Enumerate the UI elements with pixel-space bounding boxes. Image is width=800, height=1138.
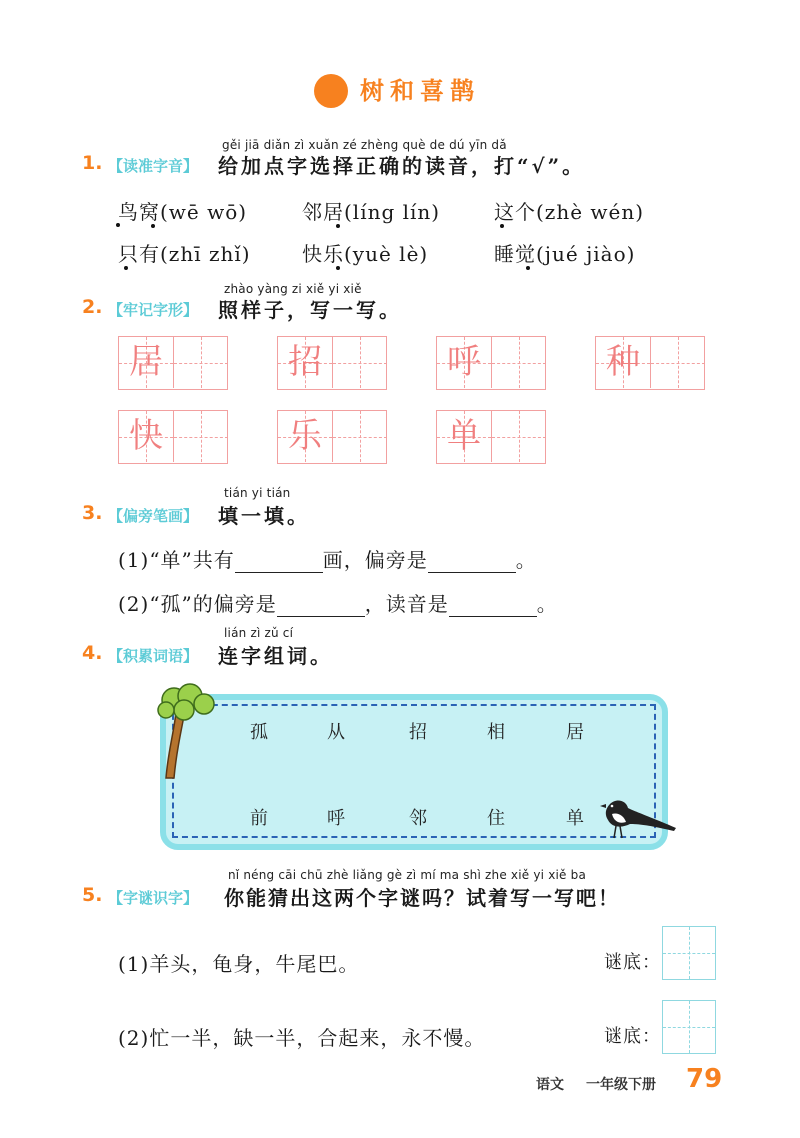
q3-line-1: (1)“单”共有 画，偏旁是 。	[118, 548, 537, 572]
q3-pinyin: tián yi tián	[224, 486, 291, 500]
q5-tag: 【字谜识字】	[108, 889, 199, 907]
answer-label: 谜底：	[604, 1026, 661, 1047]
sample-char: 招	[288, 342, 322, 382]
riddle-2: (2)忙一半，缺一半，合起来，永不慢。	[118, 1026, 486, 1050]
q1-item[interactable]: 只有(zhī zhǐ)	[118, 242, 251, 266]
q2-instruction: 照样子，写一写。	[218, 298, 402, 322]
word-char[interactable]: 招	[409, 722, 427, 743]
magpie-icon	[596, 794, 680, 842]
page-title: 树和喜鹊	[360, 77, 480, 105]
word-char[interactable]: 相	[487, 722, 505, 743]
tree-icon	[154, 682, 220, 782]
word-char[interactable]: 邻	[409, 808, 427, 829]
sample-char: 单	[447, 416, 481, 456]
title-bullet	[314, 74, 348, 108]
riddle-1: (1)羊头，龟身，牛尾巴。	[118, 952, 360, 976]
writing-grid[interactable]	[436, 336, 546, 390]
q4-pinyin: lián zì zǔ cí	[224, 626, 294, 640]
q1-item[interactable]: 这个(zhè wén)	[494, 200, 645, 224]
writing-grid[interactable]	[118, 336, 228, 390]
emphasis-dot	[526, 266, 530, 270]
emphasis-dot	[500, 224, 504, 228]
word-char[interactable]: 前	[250, 808, 268, 829]
writing-grid[interactable]	[595, 336, 705, 390]
q2-number: 2.	[82, 296, 103, 318]
emphasis-dot	[336, 224, 340, 228]
footer-subject: 语文	[536, 1077, 564, 1093]
writing-grid[interactable]	[277, 410, 387, 464]
q5-number: 5.	[82, 884, 103, 906]
page-number: 79	[686, 1064, 723, 1094]
sample-char: 呼	[447, 342, 481, 382]
answer-blank[interactable]	[277, 596, 365, 617]
q5-pinyin: nǐ néng cāi chū zhè liǎng gè zì mí ma shì zhe xiě yi xiě ba	[228, 868, 587, 882]
emphasis-dot	[151, 224, 155, 228]
q1-number: 1.	[82, 152, 103, 174]
q3-number: 3.	[82, 502, 103, 524]
sample-char: 种	[606, 342, 640, 382]
emphasis-dot	[124, 266, 128, 270]
writing-grid[interactable]	[277, 336, 387, 390]
q3-instruction: 填一填。	[218, 504, 310, 528]
writing-grid[interactable]	[436, 410, 546, 464]
q1-item[interactable]: 鸟窝(wē wō)	[118, 200, 248, 224]
answer-box[interactable]	[662, 1000, 716, 1054]
answer-blank[interactable]	[235, 552, 323, 573]
word-char[interactable]: 孤	[250, 722, 268, 743]
q1-tag: 【读准字音】	[108, 157, 199, 175]
word-char[interactable]: 从	[327, 722, 345, 743]
q1-pinyin: gěi jiā diǎn zì xuǎn zé zhèng què de dú yīn dǎ	[222, 138, 507, 152]
answer-box[interactable]	[662, 926, 716, 980]
q5-instruction: 你能猜出这两个字谜吗？试着写一写吧！	[224, 886, 620, 910]
answer-label: 谜底：	[604, 952, 661, 973]
emphasis-dot	[336, 266, 340, 270]
q1-item[interactable]: 睡觉(jué jiào)	[494, 242, 636, 266]
footer-grade: 一年级下册	[586, 1077, 656, 1093]
q4-tag: 【积累词语】	[108, 647, 199, 665]
word-char[interactable]: 单	[566, 808, 584, 829]
q1-instruction: 给加点字选择正确的读音，打“√”。	[218, 154, 586, 178]
q3-line-2: (2)“孤”的偏旁是 ，读音是 。	[118, 592, 558, 616]
word-char[interactable]: 住	[487, 808, 505, 829]
q1-item[interactable]: 邻居(líng lín)	[302, 200, 441, 224]
word-char[interactable]: 呼	[327, 808, 345, 829]
q4-number: 4.	[82, 642, 103, 664]
q3-tag: 【偏旁笔画】	[108, 507, 199, 525]
sample-char: 快	[129, 416, 163, 456]
sample-char: 居	[129, 342, 163, 382]
answer-blank[interactable]	[428, 552, 516, 573]
q2-pinyin: zhào yàng zi xiě yi xiě	[224, 282, 362, 296]
q1-item[interactable]: 快乐(yuè lè)	[302, 242, 429, 266]
sample-char: 乐	[288, 416, 322, 456]
answer-blank[interactable]	[449, 596, 537, 617]
q2-tag: 【牢记字形】	[108, 301, 199, 319]
q4-instruction: 连字组词。	[218, 644, 333, 668]
word-char[interactable]: 居	[566, 722, 584, 743]
writing-grid[interactable]	[118, 410, 228, 464]
